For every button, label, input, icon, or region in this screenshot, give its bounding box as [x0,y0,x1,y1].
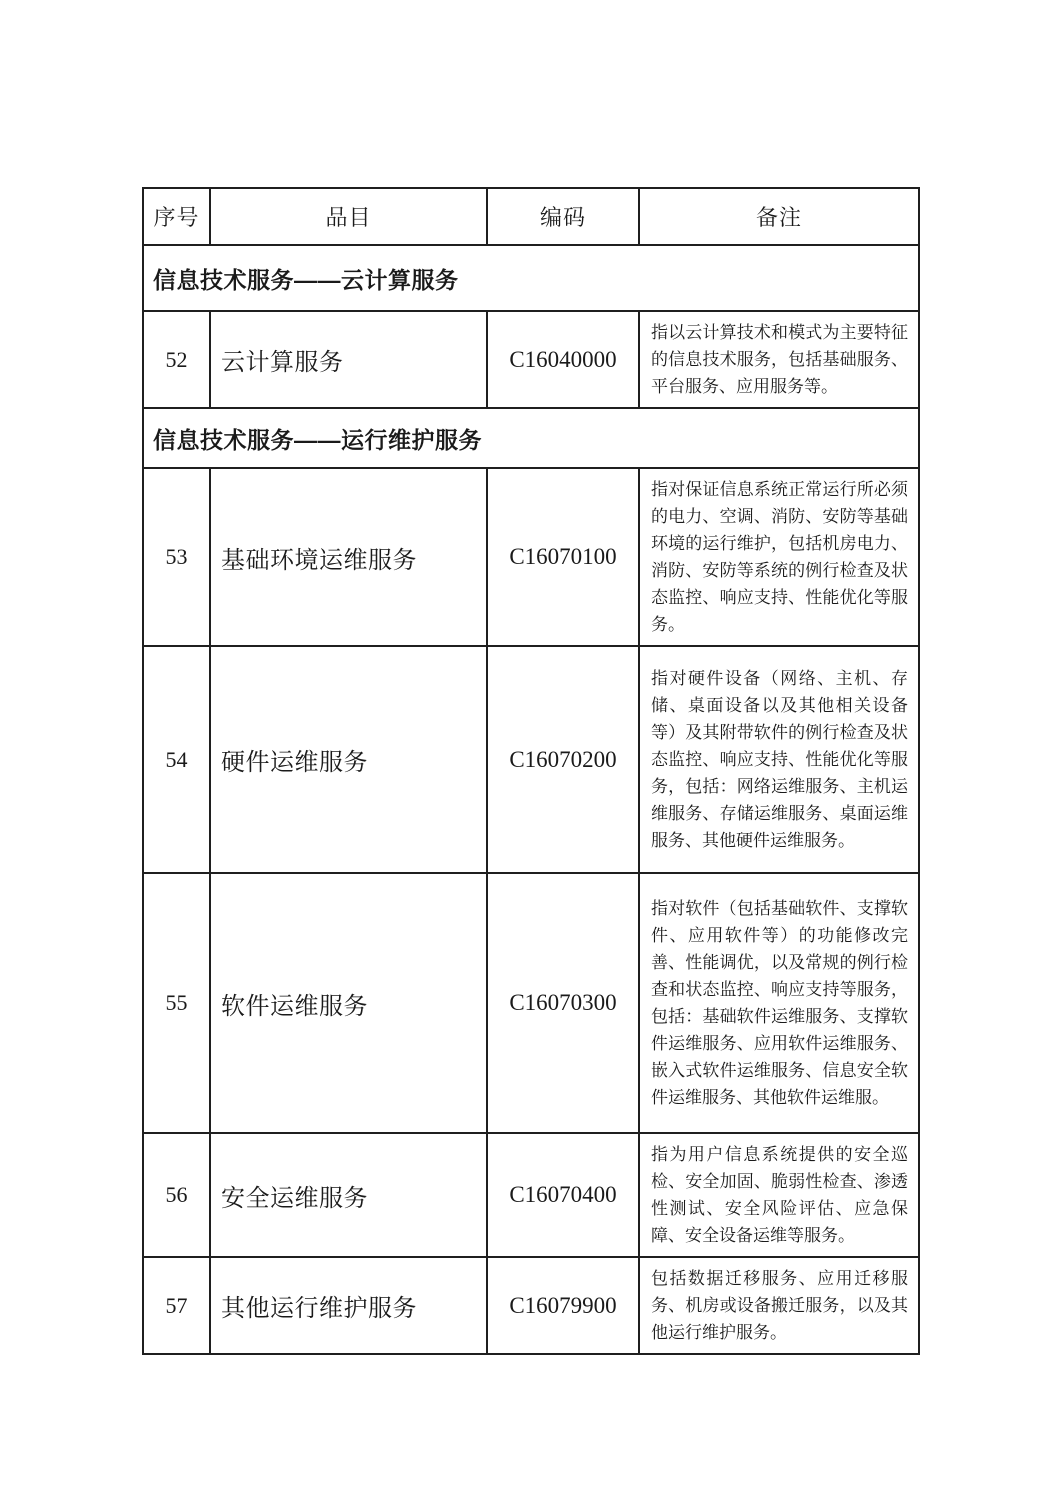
table-row [143,1133,919,1257]
row-code: C16079900 [487,1257,639,1354]
row-code: C16070400 [487,1133,639,1257]
row-no: 57 [143,1257,210,1354]
table-row [143,873,919,1133]
column-header-item: 品目 [210,188,487,245]
row-no: 54 [143,646,210,873]
table-header-row [143,188,919,245]
row-item: 其他运行维护服务 [210,1257,487,1354]
row-item: 基础环境运维服务 [210,468,487,646]
section-row-operation-maintenance [143,408,919,468]
row-remark: 指为用户信息系统提供的安全巡检、安全加固、脆弱性检查、渗透性测试、安全风险评估、应急保障、安全设备运维等服务。 [639,1133,919,1257]
section-title: 信息技术服务——云计算服务 [143,245,919,311]
row-remark: 指对保证信息系统正常运行所必须的电力、空调、消防、安防等基础环境的运行维护，包括机房电力、消防、安防等系统的例行检查及状态监控、响应支持、性能优化等服务。 [639,468,919,646]
table-row [143,468,919,646]
row-item: 安全运维服务 [210,1133,487,1257]
row-item: 硬件运维服务 [210,646,487,873]
row-code: C16070300 [487,873,639,1133]
row-no: 55 [143,873,210,1133]
service-items-table [142,187,920,1355]
row-remark: 指对软件（包括基础软件、支撑软件、应用软件等）的功能修改完善、性能调优，以及常规的例行检查和状态监控、响应支持等服务，包括：基础软件运维服务、支撑软件运维服务、应用软件运维服务、嵌入式软件运维服务、信息安全软件运维服务、其他软件运维服。 [639,873,919,1133]
row-item: 软件运维服务 [210,873,487,1133]
column-header-code: 编码 [487,188,639,245]
row-no: 52 [143,311,210,408]
row-item: 云计算服务 [210,311,487,408]
row-code: C16070200 [487,646,639,873]
column-header-remark: 备注 [639,188,919,245]
table-row [143,1257,919,1354]
row-code: C16040000 [487,311,639,408]
section-row-cloud-computing [143,245,919,311]
row-no: 56 [143,1133,210,1257]
table-row [143,311,919,408]
table-row [143,646,919,873]
row-no: 53 [143,468,210,646]
row-code: C16070100 [487,468,639,646]
section-title: 信息技术服务——运行维护服务 [143,408,919,468]
row-remark: 包括数据迁移服务、应用迁移服务、机房或设备搬迁服务，以及其他运行维护服务。 [639,1257,919,1354]
row-remark: 指对硬件设备（网络、主机、存储、桌面设备以及其他相关设备等）及其附带软件的例行检查及状态监控、响应支持、性能优化等服务，包括：网络运维服务、主机运维服务、存储运维服务、桌面运维服务、其他硬件运维服务。 [639,646,919,873]
row-remark: 指以云计算技术和模式为主要特征的信息技术服务，包括基础服务、平台服务、应用服务等。 [639,311,919,408]
column-header-no: 序号 [143,188,210,245]
